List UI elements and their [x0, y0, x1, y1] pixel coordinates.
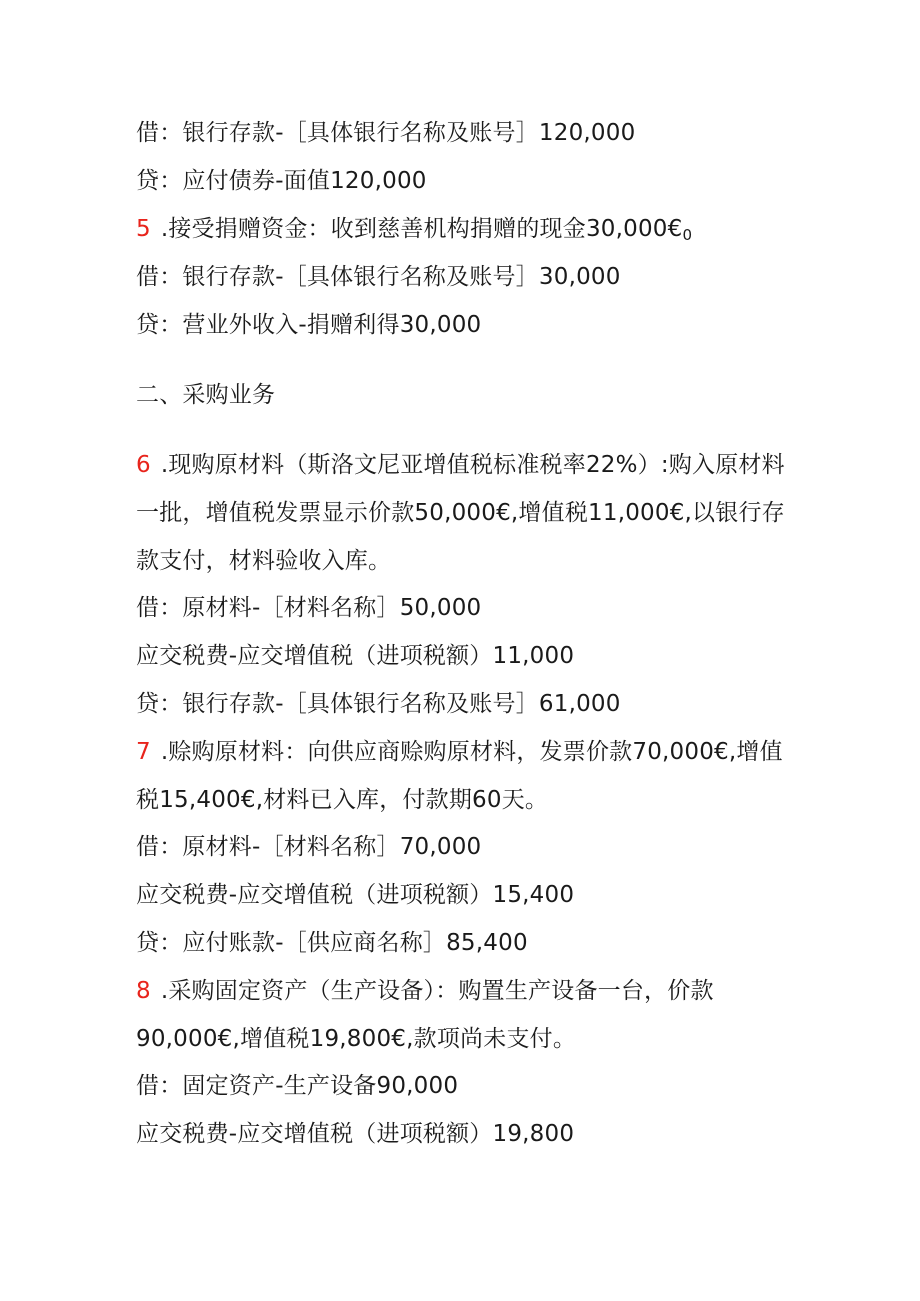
entry-credit-non-operating-income: 贷：营业外收入-捐赠利得30,000	[136, 312, 482, 338]
item-7-heading: 7 .赊购原材料：向供应商赊购原材料，发票价款70,000€,增值	[136, 739, 783, 765]
entry-debit-fixed-assets: 借：固定资产-生产设备90,000	[136, 1073, 459, 1099]
item-5-heading: 5 .接受捐赠资金：收到慈善机构捐赠的现金$30,000€_0$	[136, 216, 693, 244]
entry-debit-input-vat: 应交税费-应交增值税（进项税额）15,400	[136, 882, 575, 908]
item-8-heading: 8 .采购固定资产（生产设备）：购置生产设备一台，价款	[136, 978, 714, 1004]
entry-credit-bank-deposit: 贷：银行存款-［具体银行名称及账号］61,000	[136, 691, 621, 717]
item-8-text: 90,000€,增值税19,800€,款项尚未支付。	[136, 1026, 577, 1052]
item-7-text: 税15,400€,材料已入库，付款期60天。	[136, 787, 549, 813]
item-number: 8	[136, 978, 151, 1004]
subscript-mark: 0	[682, 226, 693, 244]
entry-credit-accounts-payable: 贷：应付账款-［供应商名称］85,400	[136, 930, 528, 956]
entry-debit-raw-materials: 借：原材料-［材料名称］70,000	[136, 834, 482, 860]
entry-debit-bank-deposit: 借：银行存款-［具体银行名称及账号］30,000	[136, 264, 621, 290]
entry-debit-input-vat: 应交税费-应交增值税（进项税额）19,800	[136, 1121, 575, 1147]
entry-debit-raw-materials: 借：原材料-［材料名称］50,000	[136, 595, 482, 621]
item-6-text: 款支付，材料验收入库。	[136, 548, 392, 574]
item-6-heading: 6 .现购原材料（斯洛文尼亚增值税标准税率22%）:购入原材料	[136, 452, 785, 478]
entry-debit-input-vat: 应交税费-应交增值税（进项税额）11,000	[136, 643, 575, 669]
item-6-text: 一批，增值税发票显示价款50,000€,增值税11,000€,以银行存	[136, 500, 785, 526]
item-number: 5	[136, 216, 151, 242]
entry-debit-bank-deposit: 借：银行存款-［具体银行名称及账号］120,000	[136, 120, 636, 146]
item-number: 6	[136, 452, 151, 478]
item-number: 7	[136, 739, 151, 765]
entry-credit-bonds-payable: 贷：应付债券-面值120,000	[136, 168, 427, 194]
section-heading-purchasing: 二、采购业务	[136, 382, 276, 408]
